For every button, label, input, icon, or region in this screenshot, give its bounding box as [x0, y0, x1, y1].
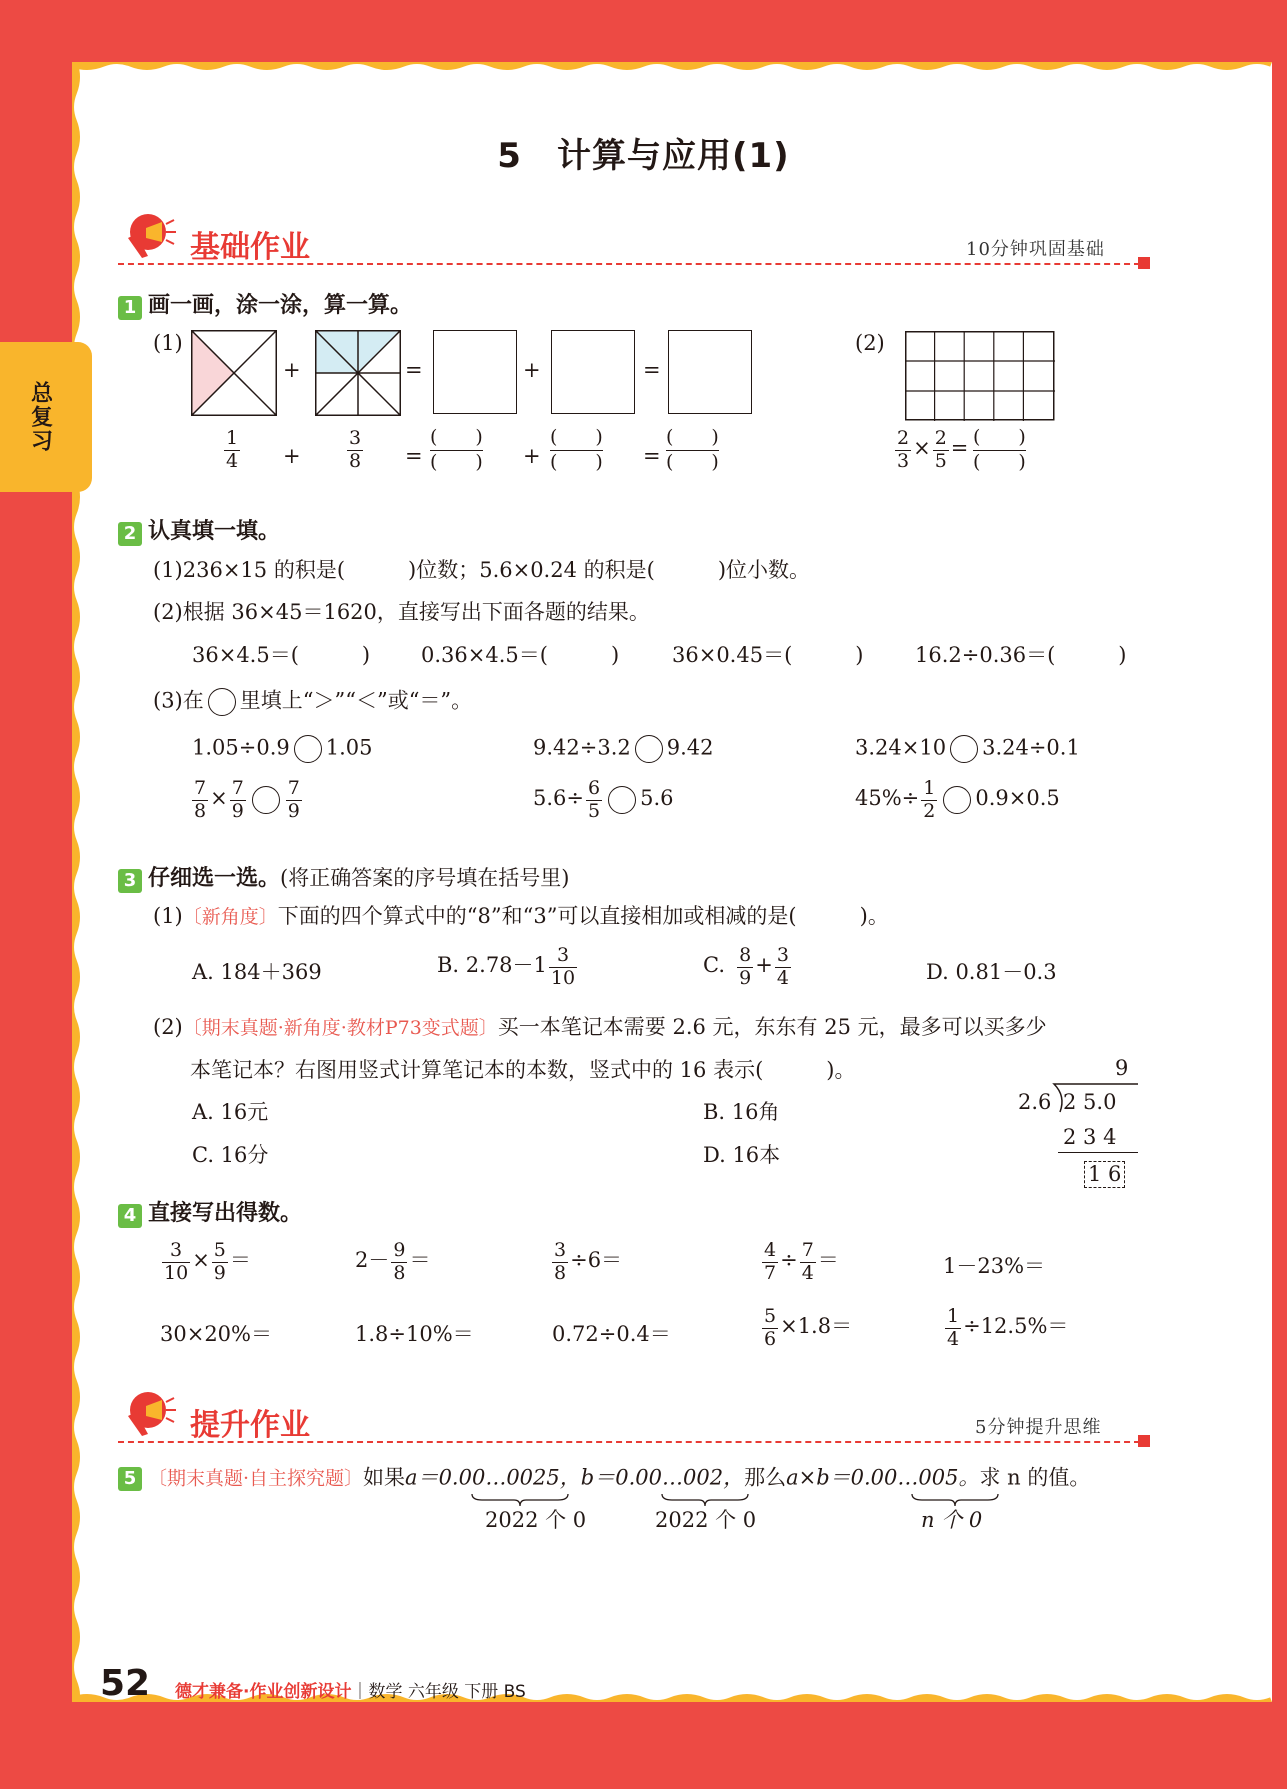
q1-plus-2: +: [523, 358, 541, 382]
compare-4: $\frac{7}{8}$ × $\frac{7}{9}$ $\frac{7}{9}$: [194, 777, 300, 822]
q1-p1-label: (1): [153, 331, 183, 355]
q2-line-2: (2)根据 36×45＝1620，直接写出下面各题的结果。: [153, 600, 650, 624]
q1-plus-1: +: [283, 358, 301, 382]
underbrace-2: [660, 1492, 750, 1508]
answer-frac-1[interactable]: ( ) ( ): [430, 426, 483, 473]
q2-calc-a: 36×4.5＝( ): [192, 643, 371, 667]
calc-6: 30×20%＝: [160, 1322, 272, 1346]
side-tab[interactable]: [0, 342, 92, 492]
q3-p1: (1)〔新角度〕下面的四个算式中的“8”和“3”可以直接相加或相减的是( )。: [153, 904, 889, 928]
calc-2: 2－ $\frac{9}{8}$ ＝: [355, 1239, 431, 1284]
q1-frac-2: $\frac{3}{8}$: [349, 427, 362, 472]
division-line: [1058, 1152, 1138, 1153]
section-title-advance: 提升作业: [190, 1408, 310, 1443]
compare-6: 45%÷ $\frac{1}{2}$ 0.9×0.5: [855, 777, 1060, 822]
q5-b: b＝0.00…002，: [580, 1465, 745, 1490]
compare-circle-2[interactable]: [635, 735, 663, 763]
q1-eq-3: =: [405, 444, 423, 468]
compare-3: 3.24×10 3.24÷0.1: [855, 735, 1080, 763]
footer-info: ｜数学 六年级 下册 BS: [351, 1682, 526, 1702]
q4-number: 4: [118, 1204, 142, 1228]
section-divider-basic: [118, 263, 1140, 265]
blank-square-1[interactable]: [433, 330, 517, 414]
compare-circle-4[interactable]: [252, 786, 280, 814]
q5-number: 5: [118, 1467, 142, 1491]
q4-header: [118, 1196, 302, 1228]
q1-eq-1: =: [405, 358, 423, 382]
section-divider-advance: [118, 1441, 1140, 1443]
underbrace-label-3: n 个 0: [921, 1508, 983, 1532]
underbrace-label-2: 2022 个 0: [655, 1508, 757, 1532]
compare-circle-3[interactable]: [950, 735, 978, 763]
section-title-basic: 基础作业: [190, 230, 310, 265]
q4-title: 直接写出得数。: [148, 1201, 303, 1226]
blank-square-3[interactable]: [668, 330, 752, 414]
compare-circle-5[interactable]: [608, 786, 636, 814]
underbrace-label-1: 2022 个 0: [485, 1508, 587, 1532]
q1-frac-1: $\frac{1}{4}$: [226, 427, 239, 472]
q3-title-note: (将正确答案的序号填在括号里): [280, 866, 570, 890]
underbrace-1: [470, 1492, 570, 1508]
compare-circle-6[interactable]: [943, 786, 971, 814]
q1-plus-3: +: [283, 444, 301, 468]
underbrace-3: [910, 1492, 1000, 1508]
q3-p2-line2: 本笔记本？右图用竖式计算笔记本的本数，竖式中的 16 表示( )。: [190, 1058, 856, 1082]
division-dividend: 2 5.0: [1063, 1090, 1117, 1114]
blank-square-2[interactable]: [551, 330, 635, 414]
q3-number: 3: [118, 869, 142, 893]
calc-10: $\frac{1}{4}$ ÷12.5%＝: [947, 1305, 1069, 1350]
circle-sample: [208, 688, 236, 716]
compare-5: 5.6÷ $\frac{6}{5}$ 5.6: [533, 777, 674, 822]
q3-p2-option-c[interactable]: C. 16分: [192, 1143, 269, 1167]
side-tab-label: 总复习: [27, 381, 53, 453]
q1-title: 画一画，涂一涂，算一算。: [148, 293, 413, 318]
q3-p2-line1: (2)〔期末真题·新角度·教材P73变式题〕买一本笔记本需要 2.6 元，东东有 25 元，最多可以买多少: [153, 1015, 1047, 1039]
compare-2: 9.42÷3.2 9.42: [533, 735, 714, 763]
q1-p2-label: (2): [855, 331, 885, 355]
division-remainder: 1 6: [1084, 1161, 1125, 1188]
figure-square-eighths: [315, 330, 401, 416]
q1-p2-expr: $\frac{2}{3}$ × $\frac{2}{5}$ =: [897, 427, 969, 472]
calc-3: $\frac{3}{8}$ ÷6＝: [554, 1239, 623, 1284]
grid-3x5[interactable]: [905, 331, 1055, 421]
division-subtract: 2 3 4: [1063, 1125, 1117, 1149]
section-subtitle-basic: 10分钟巩固基础: [966, 239, 1105, 260]
calc-5: 1－23%＝: [943, 1254, 1046, 1278]
q1-plus-4: +: [523, 444, 541, 468]
q3-p2-option-d[interactable]: D. 16本: [703, 1143, 781, 1167]
q1-header: [118, 288, 412, 320]
q1-eq-2: =: [643, 358, 661, 382]
compare-circle-1[interactable]: [294, 735, 322, 763]
divider-end: [1138, 1435, 1150, 1447]
division-quotient: 9: [1115, 1056, 1129, 1080]
answer-frac-2[interactable]: ( ) ( ): [550, 426, 603, 473]
divider-end: [1138, 257, 1150, 269]
page-number: 52: [100, 1663, 151, 1704]
tag-new-angle: 〔新角度〕: [182, 906, 278, 928]
tag-exam-explore: 〔期末真题·自主探究题〕: [148, 1467, 364, 1490]
answer-frac-4[interactable]: ( ) ( ): [973, 426, 1026, 473]
calc-9: $\frac{5}{6}$ ×1.8＝: [764, 1305, 853, 1350]
q3-title: 仔细选一选。: [148, 866, 281, 891]
q2-calc-d: 16.2÷0.36＝( ): [915, 643, 1127, 667]
section-subtitle-advance: 5分钟提升思维: [975, 1417, 1102, 1438]
footer-brand: 德才兼备·作业创新设计: [175, 1682, 352, 1702]
q3-header: [118, 861, 569, 893]
q5-a: a＝0.00…0025，: [405, 1465, 581, 1490]
q3-p2-option-a[interactable]: A. 16元: [192, 1100, 269, 1124]
figure-square-quarter: [191, 330, 277, 416]
footer-text: [175, 1677, 526, 1702]
calc-8: 0.72÷0.4＝: [552, 1322, 671, 1346]
q5-line: 5 〔期末真题·自主探究题〕如果a＝0.00…0025，b＝0.00…002，那么a×b＝0.00…005。求 n 的值。: [118, 1467, 1090, 1491]
compare-1: 1.05÷0.9 1.05: [192, 735, 373, 763]
q3-option-a[interactable]: A. 184＋369: [192, 960, 322, 984]
q2-number: 2: [118, 522, 142, 546]
division-divisor: 2.6: [1018, 1090, 1052, 1114]
q2-line-4: (3)在 里填上“＞”“＜”或“＝”。: [153, 688, 472, 716]
q2-title: 认真填一填。: [148, 519, 281, 544]
q3-p2-option-b[interactable]: B. 16角: [703, 1100, 780, 1124]
q5-ab: a×b＝0.00…005。: [786, 1465, 980, 1490]
page-title: 5 计算与应用(1): [497, 136, 790, 176]
calc-1: $\frac{3}{10}$ × $\frac{5}{9}$ ＝: [164, 1239, 251, 1284]
q1-number: 1: [118, 296, 142, 320]
q2-calc-b: 0.36×4.5＝( ): [421, 643, 620, 667]
calc-7: 1.8÷10%＝: [355, 1322, 474, 1346]
q1-eq-4: =: [643, 444, 661, 468]
lamp-icon: [118, 1388, 180, 1438]
q3-option-d[interactable]: D. 0.81－0.3: [926, 960, 1057, 984]
q3-option-b[interactable]: B. 2.78－1 $\frac{3}{10}$: [437, 944, 576, 989]
calc-4: $\frac{4}{7}$ ÷ $\frac{7}{4}$ ＝: [764, 1239, 839, 1284]
tag-exam: 〔期末真题·新角度·教材P73变式题〕: [182, 1017, 498, 1039]
q2-header: [118, 514, 280, 546]
q2-line-1: (1)236×15 的积是( )位数；5.6×0.24 的积是( )位小数。: [153, 558, 811, 582]
answer-frac-3[interactable]: ( ) ( ): [666, 426, 719, 473]
q2-calc-c: 36×0.45＝( ): [672, 643, 864, 667]
lamp-icon: [118, 210, 180, 260]
q3-option-c[interactable]: C. $\frac{8}{9}$ + $\frac{3}{4}$: [703, 944, 789, 989]
